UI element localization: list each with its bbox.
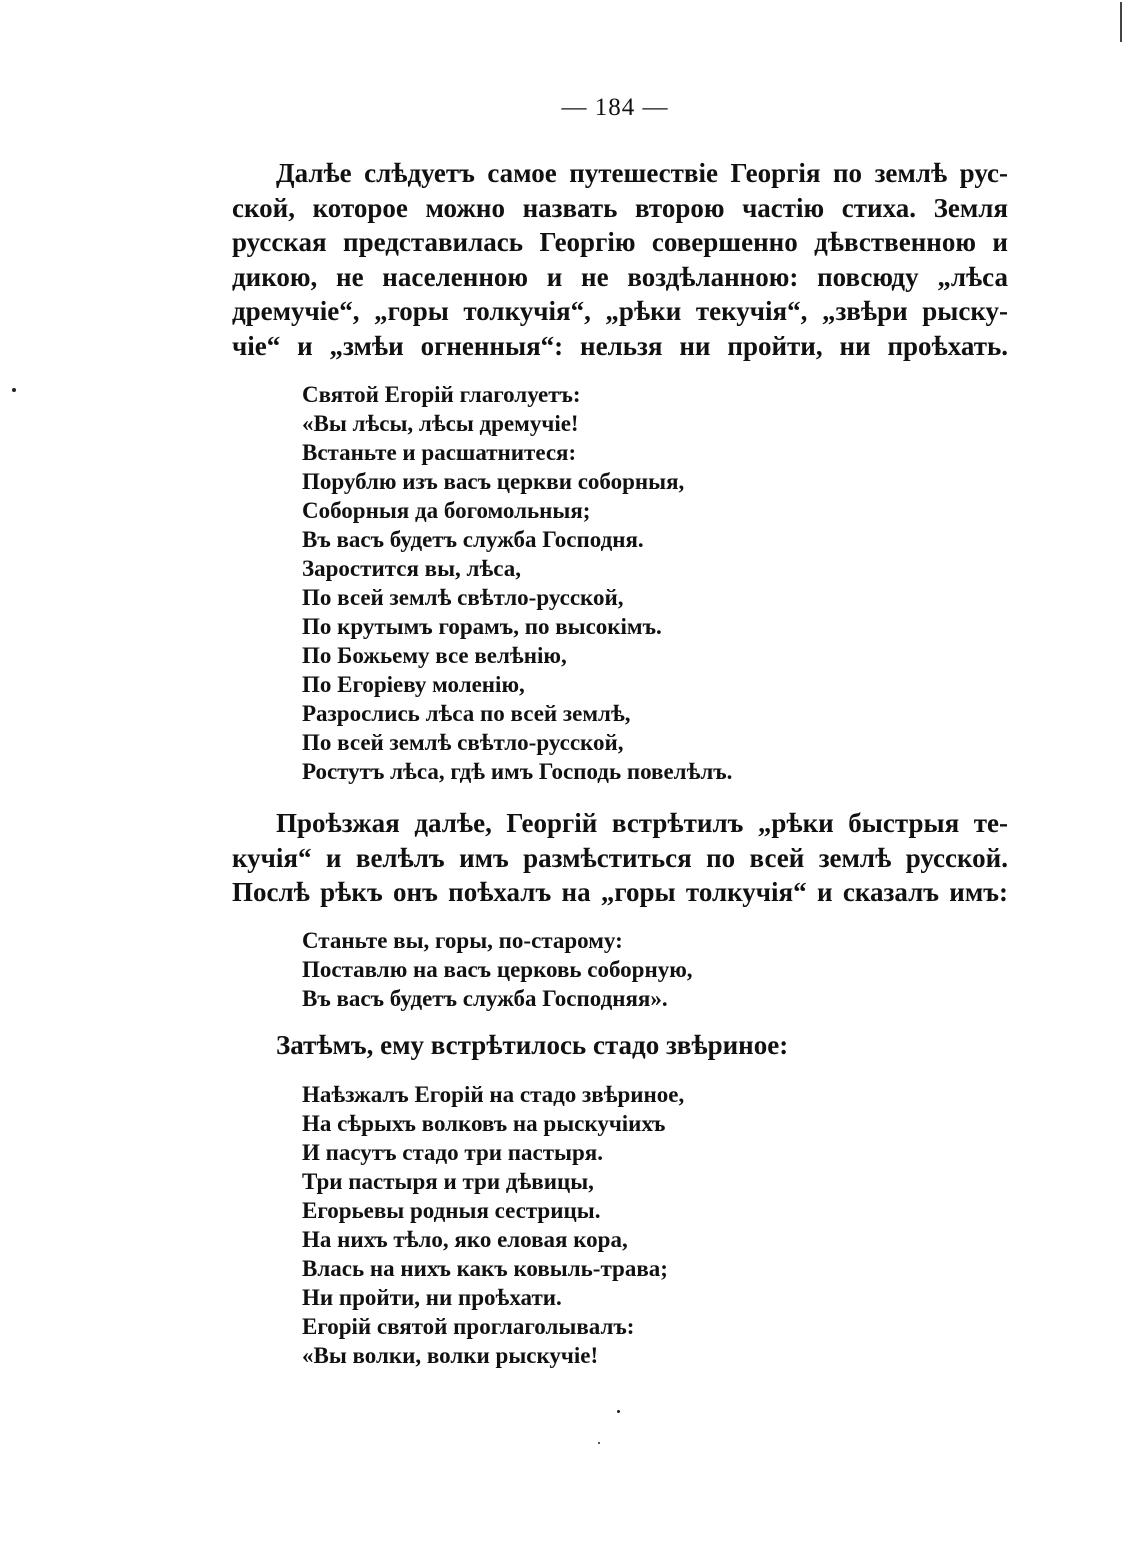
verse-line: По крутымъ горамъ, по высокімъ. [302,614,662,639]
text-line: кучія“ и велѣлъ имъ размѣститься по всей землѣ русской. [232,842,1008,873]
text-line: Далѣе слѣдуетъ самое путешествіе Георгія по землѣ рус- [276,158,1008,188]
verse-line: По всей землѣ свѣтло-русской, [302,730,624,755]
text-line: дремучіе“, „горы толкучія“, „рѣки текучія“, „звѣри рыску- [232,296,1008,326]
verse-line: По Божьему все велѣнію, [302,643,567,668]
verse-block-2 [302,926,693,1013]
verse-line: Разрослись лѣса по всей землѣ, [302,701,631,726]
verse-line: Ростутъ лѣса, гдѣ имъ Господь повелѣлъ. [302,759,733,784]
verse-line: Егорій святой проглаголывалъ: [302,1314,635,1339]
verse-line: Поставлю на васъ церковь соборную, [302,957,693,982]
verse-block-3 [302,1080,684,1370]
verse-line: Святой Егорій глаголуетъ: [302,382,581,407]
verse-block-1 [302,380,732,786]
paragraph-1 [232,156,1008,363]
verse-line: Ни пройти, ни проѣхати. [302,1285,562,1310]
verse-line: По всей землѣ свѣтло-русской, [302,585,624,610]
text-line: русская представилась Георгію совершенно дѣвственною и [232,227,1008,257]
scan-speck [12,388,16,392]
text-line: дикою, не населенною и не воздѣланною: повсюду „лѣса [232,261,1008,292]
scan-speck [598,1442,600,1444]
scan-speck [1120,2,1122,42]
verse-line: Въ васъ будетъ служба Господняя». [302,986,668,1011]
paragraph-2 [232,806,1008,910]
verse-line: По Егоріеву моленію, [302,672,525,697]
verse-line: И пасутъ стадо три пастыря. [302,1140,603,1165]
verse-line: Три пастыря и три дѣвицы, [302,1169,594,1194]
verse-line: Наѣзжалъ Егорій на стадо звѣриное, [302,1082,685,1107]
page-number: — 184 — [561,94,669,121]
verse-line: Въ васъ будетъ служба Господня. [302,527,644,552]
text-line: чіе“ и „змѣи огненныя“: нельзя ни пройти, ни проѣхать. [232,330,1008,361]
verse-line: Порублю изъ васъ церкви соборныя, [302,469,685,494]
paragraph-3 [232,1028,1008,1063]
text-line: Проѣзжая далѣе, Георгій встрѣтилъ „рѣки быстрыя те- [276,808,1008,838]
verse-line: На нихъ тѣло, яко еловая кора, [302,1227,628,1252]
verse-line: Соборныя да богомольныя; [302,498,591,523]
scan-speck [617,1410,620,1413]
verse-line: Заростится вы, лѣса, [302,556,521,581]
verse-line: Станьте вы, горы, по-старому: [302,928,623,953]
verse-line: «Вы лѣсы, лѣсы дремучіе! [302,411,579,436]
verse-line: «Вы волки, волки рыскучіе! [302,1343,599,1368]
verse-line: Влась на нихъ какъ ковыль-трава; [302,1256,668,1281]
text-line: Послѣ рѣкъ онъ поѣхалъ на „горы толкучія“ и сказалъ имъ: [232,877,1008,907]
verse-line: Встаньте и расшатнитеся: [302,440,577,465]
verse-line: На сѣрыхъ волковъ на рыскучіихъ [302,1111,666,1136]
text-line: Затѣмъ, ему встрѣтилось стадо звѣриное: [276,1030,789,1060]
text-line: ской, которое можно назвать второю частію стиха. Земля [232,192,1008,223]
verse-line: Егорьевы родныя сестрицы. [302,1198,601,1223]
